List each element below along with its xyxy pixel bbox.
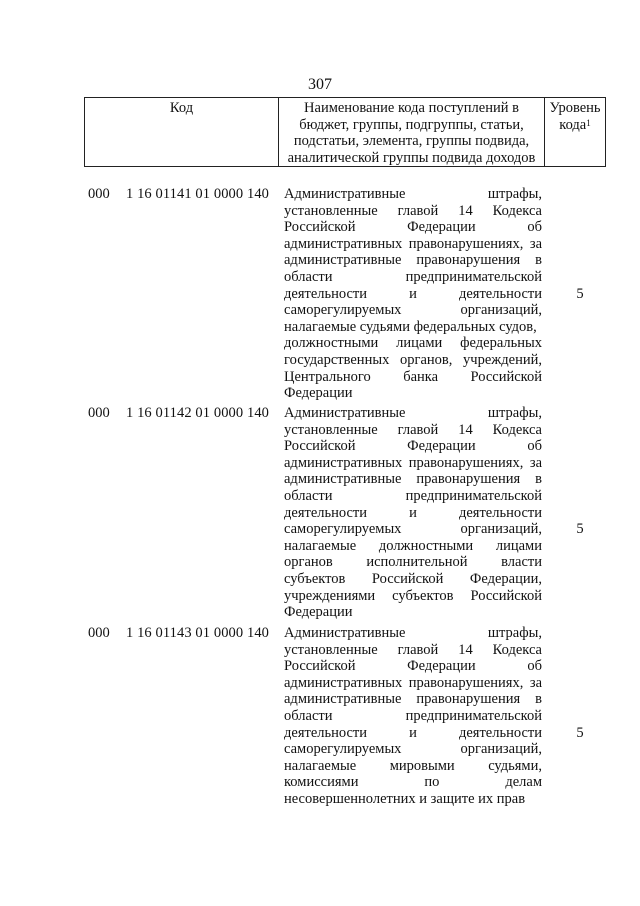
description-line: Федерации <box>284 604 353 621</box>
income-description <box>284 625 542 808</box>
header-name-line: Наименование кода поступлений в <box>304 100 519 116</box>
description-line: должностными лицами федеральных <box>284 335 542 352</box>
page-number: 307 <box>308 76 332 93</box>
description-line: субъектов Российской Федерации, <box>284 570 542 587</box>
header-code-cell <box>85 98 279 166</box>
description-line: административных правонарушениях, за <box>284 674 542 691</box>
description-line: установленные главой 14 Кодекса <box>284 641 542 658</box>
description-line: Российской Федерации об <box>284 658 542 675</box>
code-level: 5 <box>576 724 584 741</box>
description-line: области предпринимательской <box>284 487 542 504</box>
description-line: административных правонарушениях, за <box>284 235 542 252</box>
description-line: административных правонарушениях, за <box>284 454 542 471</box>
description-line: саморегулируемых организаций, <box>284 302 542 319</box>
admin-code: 000 <box>88 405 110 421</box>
footnote-marker: 1 <box>586 117 591 128</box>
description-line: административные правонарушения в <box>284 691 542 708</box>
table-header <box>84 97 606 167</box>
description-line: саморегулируемых организаций, <box>284 741 542 758</box>
description-line: административные правонарушения в <box>284 471 542 488</box>
code-level: 5 <box>576 521 584 538</box>
description-line: учреждениями субъектов Российской <box>284 587 542 604</box>
header-name-line: бюджет, группы, подгруппы, статьи, <box>299 116 524 133</box>
header-name-line: аналитической группы подвида доходов <box>287 149 536 166</box>
description-line: налагаемые должностными лицами <box>284 537 542 554</box>
description-line: установленные главой 14 Кодекса <box>284 421 542 438</box>
budget-code: 1 16 01143 01 0000 140 <box>126 625 270 641</box>
description-line: деятельности и деятельности <box>284 285 542 302</box>
description-line: деятельности и деятельности <box>284 724 542 741</box>
description-line: государственных органов, учреждений, <box>284 351 542 368</box>
income-description <box>284 405 542 621</box>
description-line: области предпринимательской <box>284 268 542 285</box>
description-line: деятельности и деятельности <box>284 504 542 521</box>
description-line: области предпринимательской <box>284 707 542 724</box>
description-line: несовершеннолетних и защите их прав <box>284 790 526 807</box>
description-line: органов исполнительной власти <box>284 554 542 571</box>
budget-code: 1 16 01142 01 0000 140 <box>126 405 270 421</box>
description-line: налагаемые мировыми судьями, <box>284 757 542 774</box>
admin-code: 000 <box>88 625 110 641</box>
header-code-label: Код <box>169 100 194 116</box>
description-line: саморегулируемых организаций, <box>284 521 542 538</box>
admin-code: 000 <box>88 186 110 202</box>
header-name-cell <box>279 98 545 166</box>
description-line: Административные штрафы, <box>284 405 542 421</box>
header-level-label-2: кода <box>559 116 587 133</box>
header-name-line: подстатьи, элемента, группы подвида, <box>293 133 530 150</box>
description-line: Центрального банка Российской <box>284 368 542 385</box>
budget-code: 1 16 01141 01 0000 140 <box>126 186 270 202</box>
description-line: Российской Федерации об <box>284 219 542 236</box>
description-line: комиссиями по делам <box>284 774 542 791</box>
code-level: 5 <box>576 285 584 302</box>
description-line: Административные штрафы, <box>284 186 542 202</box>
description-line: Российской Федерации об <box>284 438 542 455</box>
description-line: Административные штрафы, <box>284 625 542 641</box>
description-line: административные правонарушения в <box>284 252 542 269</box>
description-line: установленные главой 14 Кодекса <box>284 202 542 219</box>
description-line: Федерации <box>284 385 353 402</box>
income-description <box>284 186 542 402</box>
header-level-label: Уровень <box>549 100 601 116</box>
header-level-cell <box>545 98 605 166</box>
description-line: налагаемые судьями федеральных судов, <box>284 318 537 335</box>
